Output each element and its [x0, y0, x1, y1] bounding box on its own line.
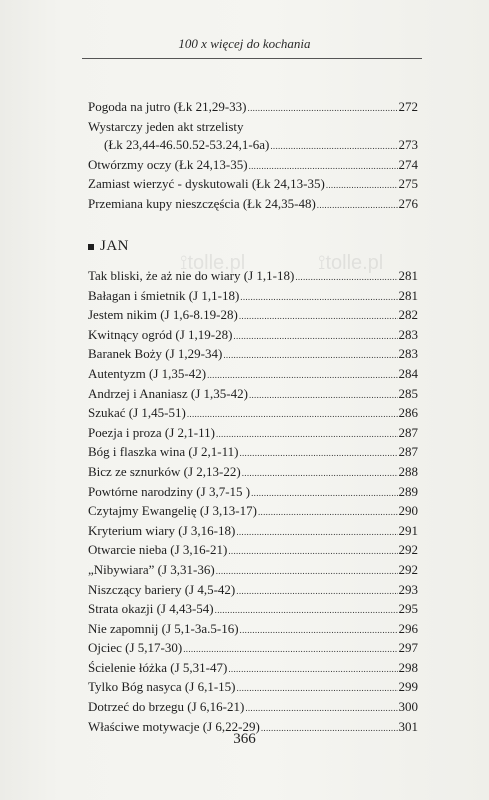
toc-entry-title: Właściwe motywacje (J 6,22-29) [88, 718, 260, 734]
toc-entry [88, 522, 418, 542]
toc-entry-title: Bóg i flaszka wina (J 2,1-11) [88, 444, 239, 460]
toc-section-luke [88, 98, 418, 215]
toc-entry-page: 281 [398, 268, 418, 283]
toc-entry-page: 287 [398, 444, 418, 460]
toc-entry-title: Otwórzmy oczy (Łk 24,13-35) [88, 156, 248, 172]
dot-leader [239, 444, 397, 463]
square-bullet-icon [88, 244, 94, 250]
toc-entry-title: Szukać (J 1,45-51) [88, 405, 186, 421]
toc-entry-title: Dotrzeć do brzegu (J 6,16-21) [88, 699, 245, 715]
toc-entry [88, 118, 418, 137]
toc-entry-page: 275 [398, 176, 418, 192]
toc-section-john [88, 267, 418, 737]
toc-entry-title: Nie zapomnij (J 5,1-3a.5-16) [88, 620, 239, 636]
toc-entry [88, 267, 418, 287]
toc-entry-page: 299 [398, 679, 418, 695]
toc-entry [88, 541, 418, 561]
toc-entry-page: 292 [398, 542, 418, 558]
watermark-logo-2: ⟟tolle.pl [318, 252, 384, 274]
toc-entry [88, 581, 418, 601]
toc-entry-title: Autentyzm (J 1,35-42) [88, 365, 207, 381]
toc-entry-page: 273 [398, 137, 418, 153]
toc-entry-title: Baranek Boży (J 1,29-34) [88, 346, 223, 362]
toc-entry-page: 286 [398, 405, 418, 421]
toc-entry-title: Tak bliski, że aż nie do wiary (J 1,1-18) [88, 268, 295, 283]
toc-entry [88, 620, 418, 640]
toc-entry-title: Ojciec (J 5,17-30) [88, 640, 183, 656]
toc-entry-page: 296 [398, 620, 418, 636]
toc-entry [88, 698, 418, 718]
toc-entry-page: 285 [398, 385, 418, 401]
toc-entry-page: 293 [398, 581, 418, 597]
running-head: 100 x więcej do kochania [178, 36, 311, 51]
toc-entry-page: 284 [398, 365, 418, 381]
dot-leader [183, 640, 397, 659]
toc-entry-page: 300 [398, 699, 418, 715]
toc-entry-page: 276 [398, 195, 418, 211]
toc-entry-page: 282 [398, 307, 418, 323]
dot-leader [295, 268, 397, 287]
dot-leader [228, 660, 397, 679]
toc-entry-page: 287 [398, 424, 418, 440]
toc-entry [88, 561, 418, 581]
toc-entry-title: Andrzej i Ananiasz (J 1,35-42) [88, 385, 248, 401]
dot-leader [317, 196, 398, 215]
toc-entry [88, 483, 418, 503]
toc-entry [88, 287, 418, 307]
toc-entry-title: Przemiana kupy nieszczęścia (Łk 24,35-48) [88, 195, 316, 211]
dot-leader [249, 386, 398, 405]
toc-entry-title: Tylko Bóg nasyca (J 6,1-15) [88, 679, 236, 695]
toc-entry-page: 290 [398, 503, 418, 519]
dot-leader [207, 366, 397, 385]
toc-entry [88, 195, 418, 215]
toc-entry-title: Niszczący bariery (J 4,5-42) [88, 581, 236, 597]
dot-leader [245, 699, 397, 718]
dot-leader [236, 523, 397, 542]
toc-entry-page: 295 [398, 601, 418, 617]
dot-leader [236, 679, 397, 698]
toc-entry [88, 600, 418, 620]
toc-entry-page: 292 [398, 561, 418, 577]
toc-entry-title: Ścielenie łóżka (J 5,31-47) [88, 659, 228, 675]
toc-entry [88, 639, 418, 659]
toc-entry-page: 297 [398, 640, 418, 656]
toc-entry-title: Czytajmy Ewangelię (J 3,13-17) [88, 503, 257, 519]
toc-entry-title: Otwarcie nieba (J 3,16-21) [88, 542, 228, 558]
toc-entry-title: Kryterium wiary (J 3,16-18) [88, 522, 236, 538]
toc-entry [88, 404, 418, 424]
toc-entry-page: 288 [398, 463, 418, 479]
toc-entry [88, 424, 418, 444]
dot-leader [236, 582, 397, 601]
toc-entry-title: Zamiast wierzyć - dyskutowali (Łk 24,13-35) [88, 176, 325, 192]
dot-leader [240, 288, 397, 307]
toc-entry-title: Bicz ze sznurków (J 2,13-22) [88, 463, 241, 479]
toc-entry-page: 289 [398, 483, 418, 499]
toc-entry [88, 659, 418, 679]
toc-entry [88, 175, 418, 195]
toc-entry [88, 502, 418, 522]
toc-entry [88, 365, 418, 385]
toc-entry-title: (Łk 23,44-46.50.52-53.24,1-6a) [104, 137, 270, 153]
header-rule [82, 58, 422, 59]
toc-entry-page: 281 [398, 287, 418, 303]
toc-entry-title: Powtórne narodziny (J 3,7-15 ) [88, 483, 251, 499]
toc-entry-title: Kwitnący ogród (J 1,19-28) [88, 326, 233, 342]
toc-entry [88, 678, 418, 698]
watermark-logo-1: ⟟tolle.pl [180, 252, 246, 274]
toc-entry-page: 274 [398, 156, 418, 172]
dot-leader [233, 327, 397, 346]
dot-leader [240, 621, 398, 640]
toc-entry-title: Jestem nikim (J 1,6-8.19-28) [88, 307, 238, 323]
dot-leader [223, 346, 397, 365]
toc-entry-title: Wystarczy jeden akt strzelisty [88, 118, 244, 134]
toc-entry-title: Pogoda na jutro (Łk 21,29-33) [88, 99, 247, 114]
dot-leader [187, 405, 398, 424]
toc-entry-page: 283 [398, 346, 418, 362]
dot-leader [216, 562, 398, 581]
dot-leader [228, 542, 397, 561]
toc-entry [88, 306, 418, 326]
toc-entry-page: 291 [398, 522, 418, 538]
section-heading [88, 238, 129, 255]
dot-leader [239, 307, 398, 326]
toc-entry-title: Bałagan i śmietnik (J 1,1-18) [88, 287, 240, 303]
dot-leader [251, 484, 397, 503]
page-number: 366 [233, 731, 256, 747]
dot-leader [270, 137, 397, 156]
toc-entry-page: 283 [398, 326, 418, 342]
toc-entry [88, 326, 418, 346]
toc-entry-title: Strata okazji (J 4,43-54) [88, 601, 214, 617]
toc-entry [88, 463, 418, 483]
toc-entry-title: „Nibywiara” (J 3,31-36) [88, 561, 215, 577]
toc-entry [88, 98, 418, 118]
toc-entry-page: 301 [398, 718, 418, 734]
toc-entry [88, 136, 418, 156]
toc-entry-page: 298 [398, 659, 418, 675]
toc-entry-title: Poezja i proza (J 2,1-11) [88, 424, 215, 440]
dot-leader [249, 157, 398, 176]
section-heading-text: JAN [100, 238, 130, 254]
toc-entry [88, 156, 418, 176]
dot-leader [326, 176, 398, 195]
toc-entry [88, 443, 418, 463]
dot-leader [248, 99, 398, 118]
toc-entry-page: 272 [398, 99, 418, 114]
toc-entry [88, 345, 418, 365]
dot-leader [242, 464, 398, 483]
dot-leader [215, 601, 398, 620]
dot-leader [216, 425, 398, 444]
toc-entry [88, 385, 418, 405]
dot-leader [258, 503, 398, 522]
